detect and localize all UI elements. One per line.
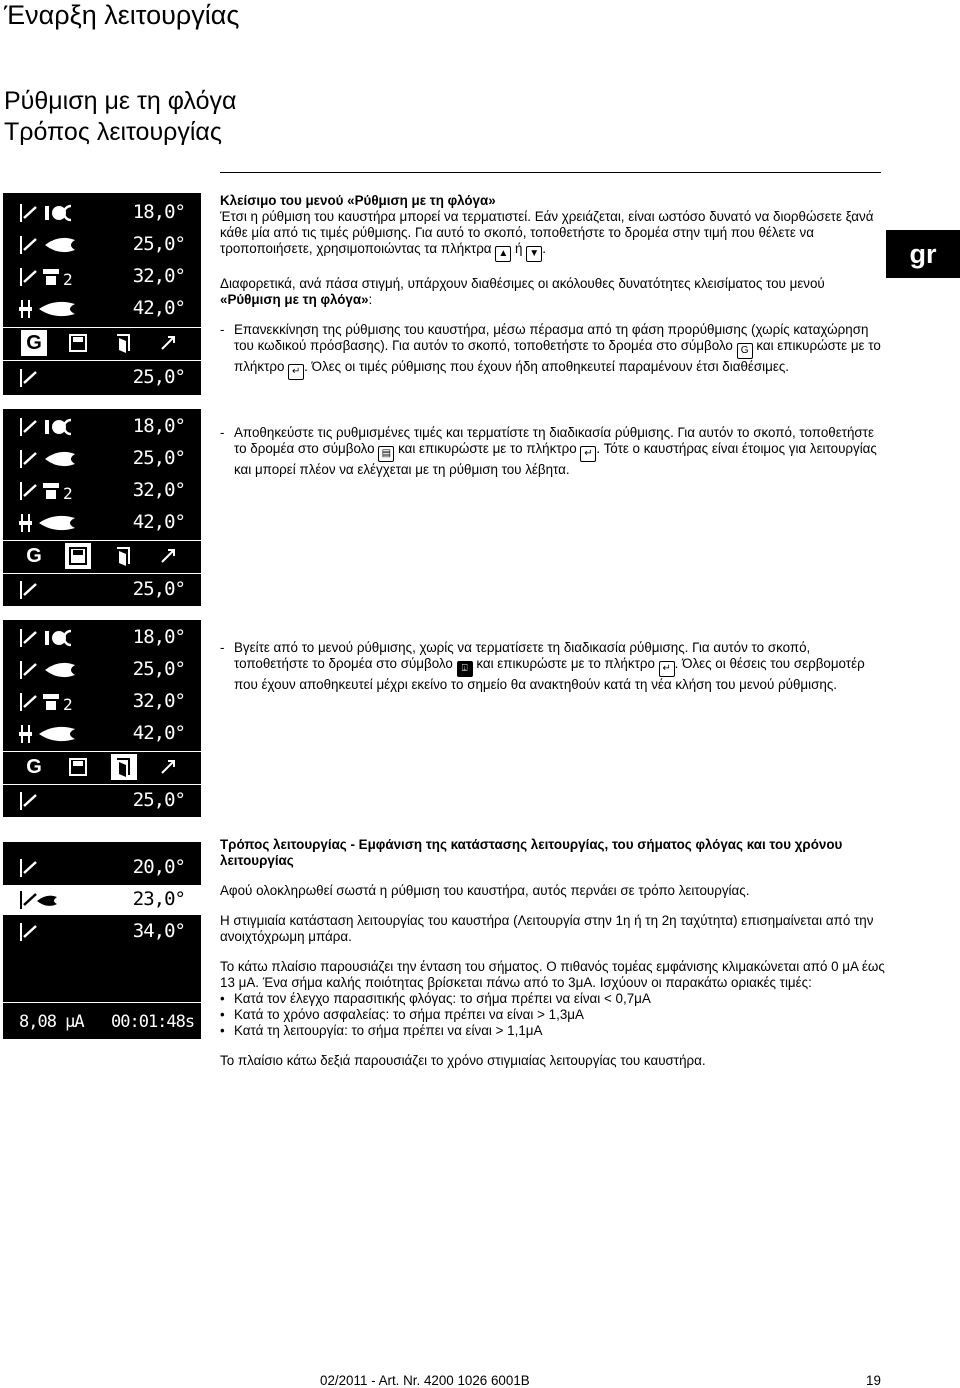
- exit-icon[interactable]: [111, 330, 137, 356]
- display-menu-bar: [3, 752, 201, 782]
- value-2: 25,0°: [132, 233, 185, 255]
- restart-symbol-icon: G: [737, 343, 753, 359]
- option-exit-text: Βγείτε από το μενού ρύθμισης, χωρίς να τερματίσετε τη διαδικασία ρύθμισης. Για αυτόν το σκοπό, τοποθετήστε το δρομέα στο σύμβολο: [234, 640, 811, 671]
- air-damper-icon: [19, 921, 49, 943]
- svg-text:2: 2: [63, 695, 73, 713]
- colon: :: [368, 292, 373, 307]
- operation-section: [220, 837, 885, 1069]
- value-3: 34,0°: [132, 920, 185, 942]
- value-1: 18,0°: [132, 201, 185, 223]
- save-icon[interactable]: [65, 754, 91, 780]
- arrow-up-key-icon: ▲: [495, 246, 511, 262]
- air-damper-icon: [19, 857, 49, 879]
- gas-valve-flame-icon: [19, 298, 89, 320]
- limit-item: • Κατά το χρόνο ασφαλείας: το σήμα πρέπει να είναι > 1,3μA: [220, 1007, 584, 1022]
- display-row-current: [3, 363, 201, 393]
- value-1: 18,0°: [132, 415, 185, 437]
- operation-paragraph-4: Το πλαίσιο κάτω δεξιά παρουσιάζει το χρόνο στιγμιαίας λειτουργίας του καυστήρα.: [220, 1053, 706, 1068]
- value-5: 25,0°: [132, 578, 185, 600]
- air-damper-flame-icon: [19, 659, 89, 681]
- enter-key-icon: ↵: [580, 446, 596, 462]
- option-save: - Αποθηκεύστε τις ρυθμισμένες τιμές και τερματίστε τη διαδικασία ρύθμισης. Για αυτόν το σκοπό, τοποθετήστε το δρομέα στο σύμβολο ▤ και επικυρώστε με το πλήκτρο ↵ . Τότε ο καυστήρας είναι έτοιμος για λειτουργίας και μπορεί πλέον να ελέγχεται με τη ρύθμιση του λέβητα.: [220, 425, 877, 477]
- display-panel-4: [3, 842, 201, 1039]
- option-restart: - Επανεκκίνηση της ρύθμισης του καυστήρα, μέσω πέρασμα από τη φάση προρύθμισης (χωρίς καταχώρηση του κωδικού πρόσβασης). Για αυτόν το σκοπό, τοποθετήστε το δρομέα στο σύμβολο G και επικυρώστε με το πλήκτρο ↵ . Όλες οι τιμές ρύθμισης που έχουν ήδη αποθηκευτεί παραμένουν έτσι διαθέσιμες.: [220, 322, 885, 380]
- enter-key-icon: ↵: [288, 364, 304, 380]
- air-damper-gas-icon: [19, 627, 89, 649]
- display-row-standby: [3, 198, 201, 228]
- option-restart-confirm: και επικυρώστε με το πλήκτρο: [234, 338, 881, 374]
- option-exit: - Βγείτε από το μενού ρύθμισης, χωρίς να τερματίσετε τη διαδικασία ρύθμισης. Για αυτόν το σκοπό, τοποθετήστε το δρομέα στο σύμβολο ⍗ και επικυρώστε με το πλήκτρο ↵ . Όλες οι θέσεις του σερβομοτέρ που έχουν αποθηκευτεί μέχρι εκείνο το σημείο θα ανακτηθούν κατά τη νέα κλήση του μενού ρύθμισης.: [220, 640, 865, 692]
- air-damper-icon: [19, 579, 49, 601]
- save-icon[interactable]: [65, 330, 91, 356]
- option-save-confirm: και επικυρώστε με το πλήκτρο: [398, 441, 577, 456]
- value-2: 25,0°: [132, 658, 185, 680]
- divider: [220, 172, 881, 173]
- display-row-stage2: [3, 262, 201, 292]
- footer-article-number: 02/2011 - Art. Nr. 4200 1026 6001B: [320, 1373, 530, 1388]
- active-stage-bar: [3, 885, 201, 915]
- air-damper-gas-icon: [19, 202, 89, 224]
- enter-key-icon: ↵: [659, 661, 675, 677]
- option-save-text: Αποθηκεύστε τις ρυθμισμένες τιμές και τερματίστε τη διαδικασία ρύθμισης. Για αυτόν το σκοπό, τοποθετήστε το δρομέα στο σύμβολο: [234, 425, 874, 456]
- save-icon[interactable]: [65, 543, 91, 569]
- exit-icon[interactable]: [111, 543, 137, 569]
- svg-text:2: 2: [63, 270, 73, 288]
- operation-heading: Τρόπος λειτουργίας - Εμφάνιση της κατάστασης λειτουργίας, του σήματος φλόγας και του χρόνου λειτουργίας: [220, 837, 843, 868]
- gas-valve-flame-icon: [19, 723, 89, 745]
- air-damper-stage-2-icon: [19, 480, 89, 502]
- svg-text:2: 2: [63, 484, 73, 502]
- page-title: Έναρξη λειτουργίας: [4, 0, 240, 30]
- page-number: 19: [866, 1373, 881, 1388]
- display-menu-bar: [3, 328, 201, 358]
- operation-paragraph-3: Το κάτω πλαίσιο παρουσιάζει την ένταση του σήματος. Ο πιθανός τομέας εμφάνισης κλιμακώνεται από 0 μA έως 13 μA. Ένα σήμα καλής ποιότητας βρίσκεται πάνω από το 3μA. Ισχύουν οι παρακάτω οριακές τιμές:: [220, 959, 885, 990]
- expand-icon[interactable]: [155, 754, 181, 780]
- save-symbol-icon: ▤: [378, 446, 394, 462]
- air-damper-stage-2-icon: [19, 266, 89, 288]
- operation-paragraph-2: Η στιγμιαία κατάσταση λειτουργίας του καυστήρα (Λειτουργία στην 1η ή τη 2η ταχύτητα) επισημαίνεται από την ανοιχτόχρωμη μπάρα.: [220, 913, 874, 944]
- exit-symbol-icon: ⍗: [457, 661, 473, 677]
- air-damper-gas-icon: [19, 416, 89, 438]
- value-2: 23,0°: [132, 888, 185, 910]
- restart-icon[interactable]: G: [26, 755, 42, 778]
- exit-icon[interactable]: [111, 754, 137, 780]
- value-4: 42,0°: [132, 722, 185, 744]
- limit-item: • Κατά τον έλεγχο παρασιτικής φλόγας: το σήμα πρέπει να είναι < 0,7μA: [220, 991, 651, 1006]
- option-exit-note: . Όλες οι θέσεις του σερβομοτέρ που έχουν αποθηκευτεί μέχρι εκείνο το σημείο θα ανακτηθούν κατά τη νέα κλήση του μενού ρύθμισης.: [234, 656, 865, 692]
- option-save-note: . Τότε ο καυστήρας είναι έτοιμος για λειτουργίας και μπορεί πλέον να ελέγχεται με τη ρύθμιση του λέβητα.: [234, 441, 877, 477]
- air-damper-stage-2-icon: [19, 691, 89, 713]
- air-damper-flame-icon: [19, 448, 89, 470]
- display-row-ignition: [3, 230, 201, 260]
- or-word: ή: [515, 241, 523, 256]
- display-panel-1: [3, 193, 201, 395]
- value-1: 18,0°: [132, 626, 185, 648]
- operating-time-value: 00:01:48s: [111, 1012, 195, 1032]
- section-title-flame-adjust: Ρύθμιση με τη φλόγα: [4, 87, 237, 115]
- display-row-gas-flame: [3, 294, 201, 324]
- operation-paragraph-1: Αφού ολοκληρωθεί σωστά η ρύθμιση του καυστήρα, αυτός περνάει σε τρόπο λειτουργίας.: [220, 883, 750, 898]
- language-tab: gr: [886, 230, 960, 278]
- restart-icon[interactable]: G: [26, 544, 42, 567]
- value-1: 20,0°: [132, 856, 185, 878]
- value-5: 25,0°: [132, 366, 185, 388]
- option-restart-note: . Όλες οι τιμές ρύθμισης που έχουν ήδη αποθηκευτεί παραμένουν έτσι διαθέσιμες.: [304, 359, 789, 374]
- value-2: 25,0°: [132, 447, 185, 469]
- gas-valve-flame-icon: [19, 512, 89, 534]
- display-panel-3: [3, 620, 201, 817]
- value-3: 32,0°: [132, 479, 185, 501]
- air-damper-flame-icon: [19, 889, 59, 911]
- value-5: 25,0°: [132, 789, 185, 811]
- close-menu-paragraph-2: Διαφορετικά, ανά πάσα στιγμή, υπάρχουν διαθέσιμες οι ακόλουθες δυνατότητες κλεισίματος του μενού: [220, 276, 825, 291]
- restart-icon[interactable]: G: [21, 330, 47, 356]
- section-title-operation: Τρόπος λειτουργίας: [4, 118, 222, 146]
- menu-name: «Ρύθμιση με τη φλόγα»: [220, 292, 369, 307]
- air-damper-icon: [19, 790, 49, 812]
- value-3: 32,0°: [132, 265, 185, 287]
- value-4: 42,0°: [132, 511, 185, 533]
- flame-signal-value: 8,08 μA: [19, 1012, 84, 1032]
- option-exit-confirm: και επικυρώστε με το πλήκτρο: [476, 656, 655, 671]
- limit-item: • Κατά τη λειτουργία: το σήμα πρέπει να είναι > 1,1μA: [220, 1023, 543, 1038]
- arrow-down-key-icon: ▼: [526, 246, 542, 262]
- expand-icon[interactable]: [155, 543, 181, 569]
- close-menu-paragraph-1: Έτσι η ρύθμιση του καυστήρα μπορεί να τερματιστεί. Εάν χρειάζεται, είναι ωστόσο δυνατό να διορθώσετε ξανά κάθε μία από τις τιμές ρύθμισης. Για αυτό το σκοπό, τοποθετήστε το δρομέα στην τιμή που θέλετε να τροποποιήσετε, χρησιμοποιώντας τα πλήκτρα: [220, 209, 874, 256]
- display-panel-2: [3, 409, 201, 606]
- close-menu-section: Κλείσιμο του μενού «Ρύθμιση με τη φλόγα» Έτσι η ρύθμιση του καυστήρα μπορεί να τερματιστεί. Εάν χρειάζεται, είναι ωστόσο δυνατό να διορθώσετε ξανά κάθε μία από τις τιμές ρύθμισης. Για αυτό το σκοπό, τοποθετήστε το δρομέα στην τιμή που θέλετε να τροποποιήσετε, χρησιμοποιώντας τα πλήκτρα ▲ ή ▼ . Διαφορετικά, ανά πάσα στιγμή, υπάρχουν διαθέσιμες οι ακόλουθες δυνατότητες κλεισίματος του μενού «Ρύθμιση με τη φλόγα»: - Επανεκκίνηση της ρύθμισης του καυστήρα, μέσω πέρασμα από τη φάση προρύθμισης (χωρίς καταχώρηση του κωδικού πρόσβασης). Για αυτόν το σκοπό, τοποθετήστε το δρομέα στο σύμβολο G και επικυρώστε με το πλήκτρο ↵ . Όλες οι τιμές ρύθμισης που έχουν ήδη αποθηκευτεί παραμένουν έτσι διαθέσιμες.: [220, 193, 885, 380]
- close-menu-heading: Κλείσιμο του μενού «Ρύθμιση με τη φλόγα»: [220, 193, 496, 208]
- option-restart-text: Επανεκκίνηση της ρύθμισης του καυστήρα, μέσω πέρασμα από τη φάση προρύθμισης (χωρίς καταχώρηση του κωδικού πρόσβασης). Για αυτόν το σκοπό, τοποθετήστε το δρομέα στο σύμβολο: [234, 322, 869, 353]
- air-damper-icon: [19, 367, 49, 389]
- value-3: 32,0°: [132, 690, 185, 712]
- display-menu-bar: [3, 541, 201, 571]
- air-damper-flame-icon: [19, 234, 89, 256]
- expand-icon[interactable]: [155, 330, 181, 356]
- value-4: 42,0°: [132, 297, 185, 319]
